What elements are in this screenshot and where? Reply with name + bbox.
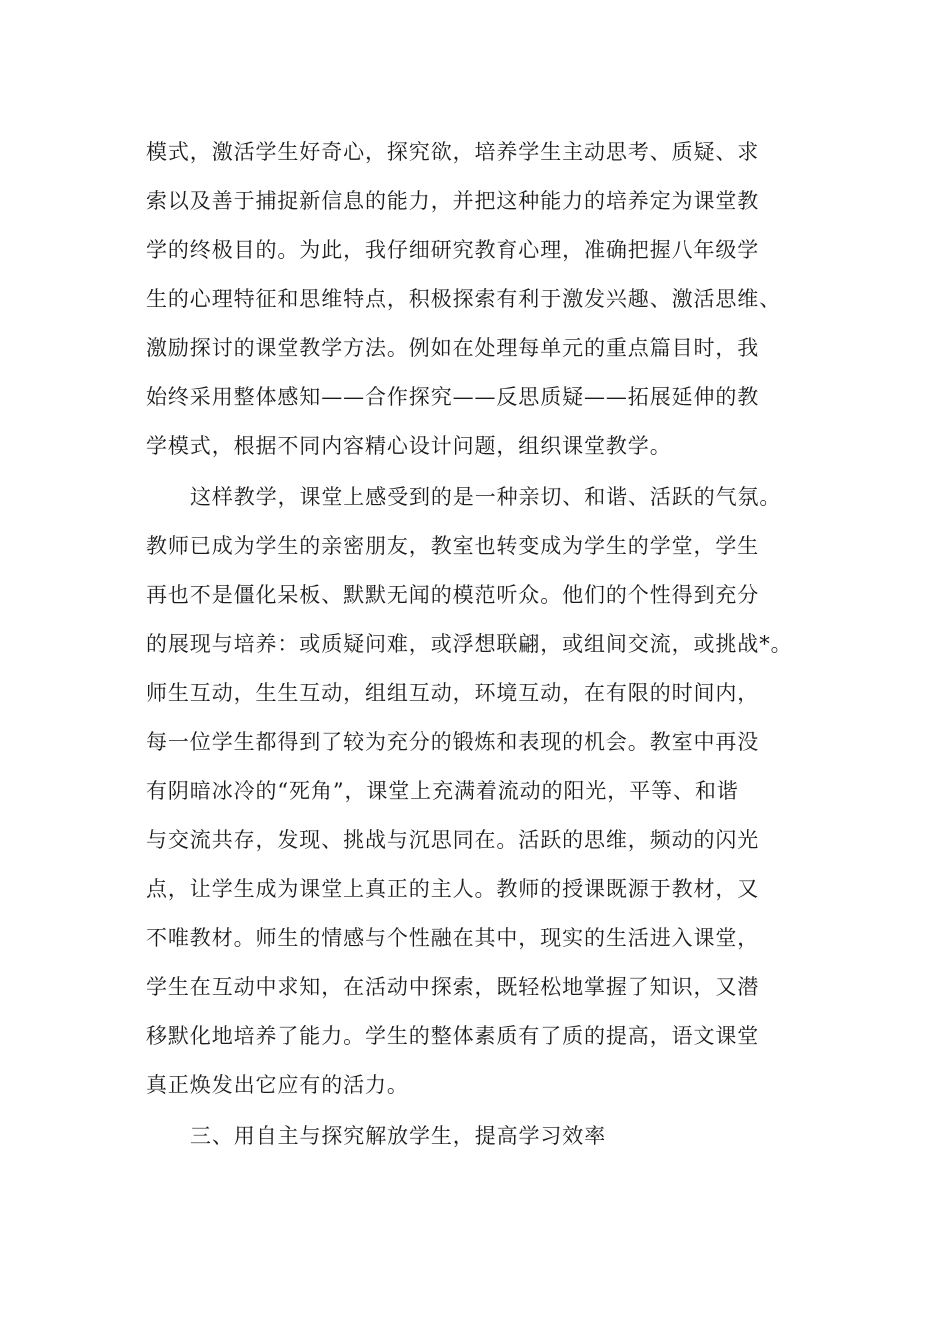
section-heading: 三、用自主与探究解放学生，提高学习效率	[190, 1124, 607, 1148]
paragraph-2	[146, 473, 808, 1110]
text-line: 点，让学生成为课堂上真正的主人。教师的授课既源于教材，又	[146, 877, 760, 901]
text-line: 索以及善于捕捉新信息的能力，并把这种能力的培养定为课堂教	[146, 189, 760, 213]
text-line: 与交流共存，发现、挑战与沉思同在。活跃的思维，频动的闪光	[146, 828, 760, 852]
text-line: 学模式，根据不同内容精心设计问题，组织课堂教学。	[146, 434, 672, 458]
text-line: 每一位学生都得到了较为充分的锻炼和表现的机会。教室中再没	[146, 730, 760, 754]
text-line: 模式，激活学生好奇心，探究欲，培养学生主动思考、质疑、求	[146, 140, 760, 164]
text-line: 生的心理特征和思维特点，积极探索有利于激发兴趣、激活思维、	[146, 287, 782, 311]
text-line: 再也不是僵化呆板、默默无闻的模范听众。他们的个性得到充分	[146, 583, 760, 607]
text-line: 这样教学，课堂上感受到的是一种亲切、和谐、活跃的气氛。	[190, 485, 782, 509]
text-line: 教师已成为学生的亲密朋友，教室也转变成为学生的学堂，学生	[146, 534, 760, 558]
text-line: 移默化地培养了能力。学生的整体素质有了质的提高，语文课堂	[146, 1024, 760, 1048]
section-heading-3	[146, 1112, 808, 1161]
text-line: 师生互动，生生互动，组组互动，环境互动，在有限的时间内，	[146, 681, 760, 705]
text-line: 有阴暗冰冷的“死角”，课堂上充满着流动的阳光，平等、和谐	[146, 779, 739, 803]
text-line: 真正焕发出它应有的活力。	[146, 1073, 409, 1097]
text-line: 的展现与培养：或质疑问难，或浮想联翩，或组间交流，或挑战*。	[146, 632, 793, 656]
text-line: 激励探讨的课堂教学方法。例如在处理每单元的重点篇目时，我	[146, 336, 760, 360]
text-line: 学生在互动中求知，在活动中探索，既轻松地掌握了知识，又潜	[146, 975, 760, 999]
text-line: 不唯教材。师生的情感与个性融在其中，现实的生活进入课堂，	[146, 926, 760, 950]
text-line: 学的终极目的。为此，我仔细研究教育心理，准确把握八年级学	[146, 238, 760, 262]
paragraph-1	[146, 128, 808, 471]
text-line: 始终采用整体感知——合作探究——反思质疑——拓展延伸的教	[146, 385, 760, 409]
document-body	[146, 128, 808, 1161]
